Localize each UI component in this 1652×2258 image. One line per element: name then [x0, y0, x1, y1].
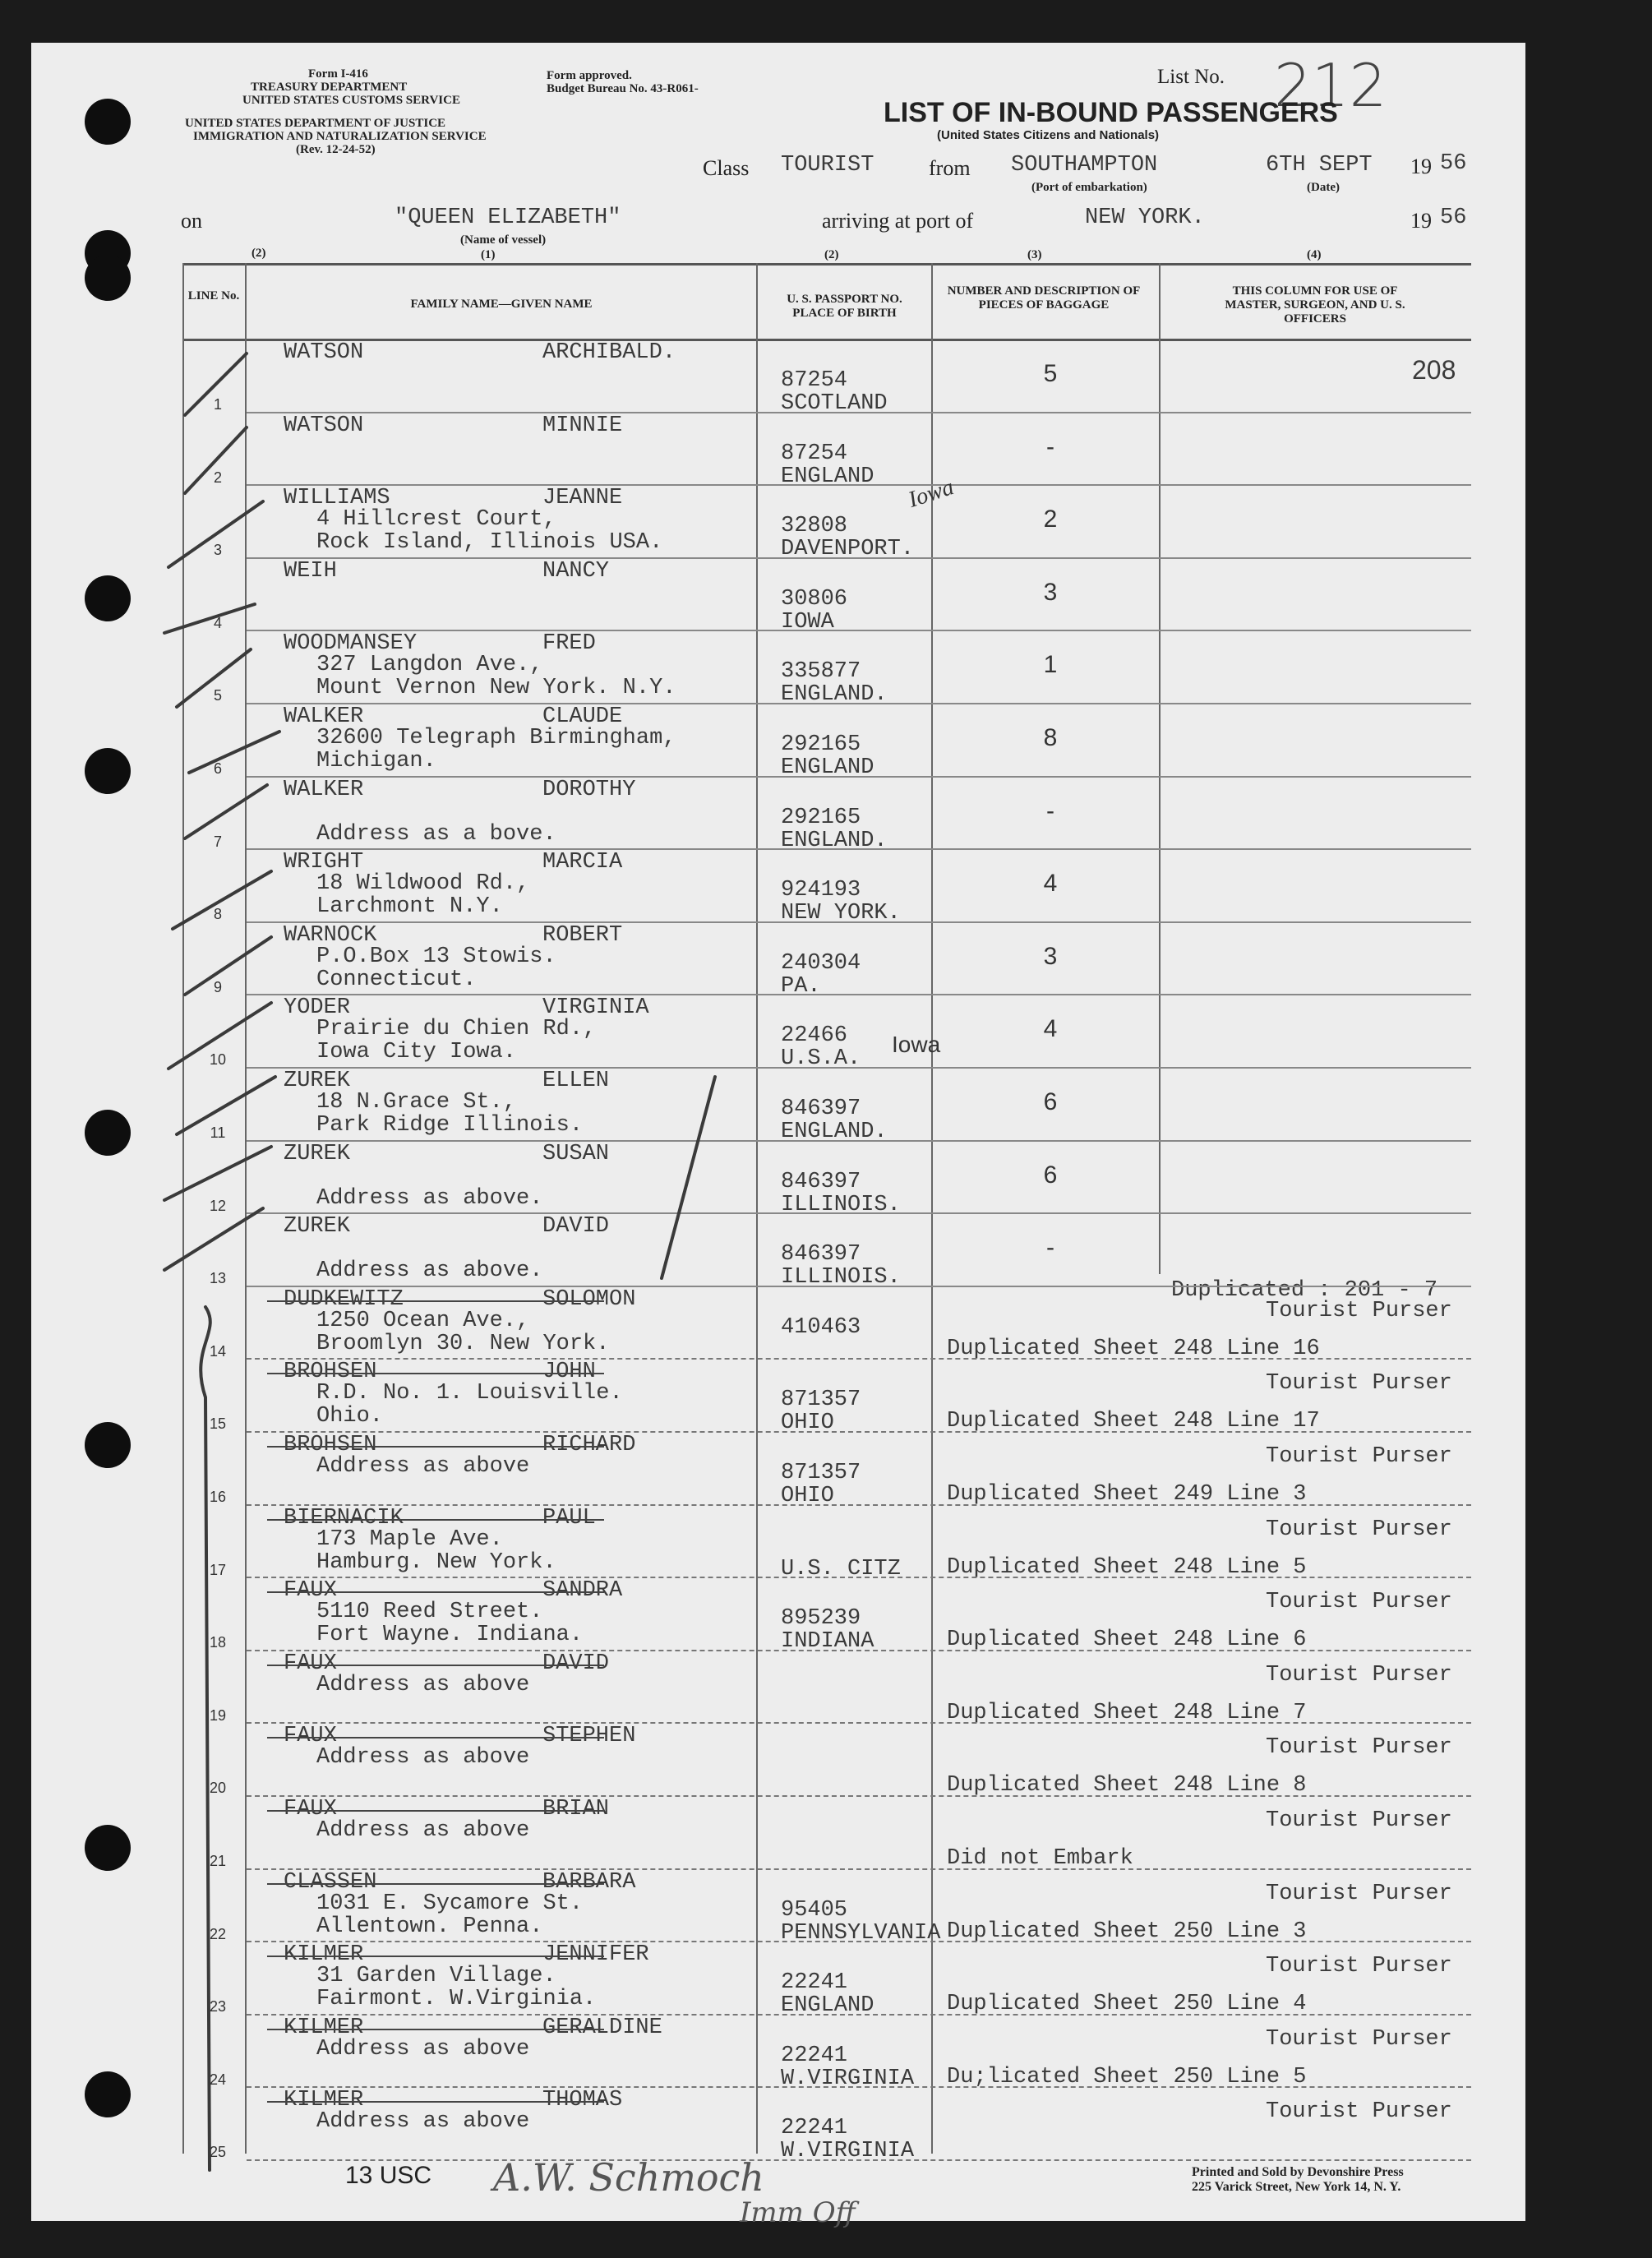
form-approved: Form approved. [547, 69, 632, 82]
row-address-2: Iowa City Iowa. [316, 1040, 517, 1065]
row-given-name: NANCY [542, 558, 610, 584]
row-line-number: 9 [213, 978, 222, 995]
row-given-name: ROBERT [542, 922, 623, 948]
row-address-2: Mount Vernon New York. N.Y. [316, 676, 676, 701]
row-family-name: WOODMANSEY [284, 631, 418, 657]
row-address-1: 173 Maple Ave. [316, 1526, 503, 1552]
arrival-port: NEW YORK. [1085, 205, 1205, 230]
row-birthplace: DAVENPORT. [781, 537, 915, 562]
row-birthplace: OHIO [781, 1484, 834, 1508]
row-note-2: Tourist Purser [1266, 1298, 1452, 1323]
row-line-number: 16 [209, 1489, 227, 1505]
handwritten-iowa: Iowa [905, 474, 958, 513]
row-note-1: Duplicated Sheet 248 Line 7 [947, 1700, 1307, 1725]
row-note-2: 208 [1412, 355, 1456, 385]
row-line-number: 14 [209, 1342, 227, 1360]
page-subtitle: (United States Citizens and Nationals) [937, 128, 1160, 142]
from-label: from [929, 156, 971, 180]
row-passport: 924193 [781, 878, 861, 903]
row-birthplace: ENGLAND [781, 1993, 874, 2019]
row-note-2: Tourist Purser [1266, 1881, 1452, 1906]
row-given-name: FRED [542, 631, 596, 657]
row-note-1: Duplicated Sheet 248 Line 17 [947, 1409, 1320, 1434]
port-embarkation: SOUTHAMPTON [1011, 153, 1158, 178]
row-note-2: Duplicated : 201 - 7 [1171, 1278, 1438, 1304]
list-number: 212 [1274, 51, 1387, 120]
row-passport: 30806 [781, 586, 848, 612]
row-address-1: Address as above [316, 1818, 530, 1843]
row-given-name: DAVID [542, 1214, 610, 1240]
row-address-2: Fairmont. W.Virginia. [316, 1987, 597, 2012]
col-num-4: (4) [1307, 248, 1322, 261]
inspector-signature: A.W. Schmoch [493, 2155, 764, 2200]
row-passport: 871357 [781, 1461, 861, 1485]
row-line-number: 20 [209, 1780, 227, 1797]
justice-dept: UNITED STATES DEPARTMENT OF JUSTICE [185, 117, 446, 130]
row-address-2: Larchmont N.Y. [316, 894, 503, 920]
row-birthplace: ENGLAND. [781, 828, 888, 853]
row-note-2: Tourist Purser [1266, 2099, 1452, 2125]
list-no-label: List No. [1157, 66, 1225, 88]
row-note-1: Duplicated Sheet 249 Line 3 [947, 1482, 1307, 1507]
row-address-1: 18 Wildwood Rd., [316, 871, 530, 897]
class-label: Class [703, 156, 750, 180]
row-family-name: WRIGHT [284, 850, 364, 875]
printer-line-2: 225 Varick Street, New York 14, N. Y. [1192, 2180, 1401, 2194]
row-address-1: 5110 Reed Street. [316, 1600, 543, 1625]
row-baggage: 4 [1043, 1015, 1058, 1043]
row-note-2: Tourist Purser [1266, 1808, 1452, 1833]
row-line-number: 23 [209, 1998, 227, 2016]
row-address-1: Prairie du Chien Rd., [316, 1017, 597, 1042]
inspector-title: Imm Off [740, 2196, 856, 2229]
row-given-name: RICHARD [542, 1433, 636, 1457]
row-birthplace: OHIO [781, 1411, 834, 1436]
row-note-2: Tourist Purser [1266, 1590, 1452, 1615]
row-address-2: Ohio. [316, 1404, 384, 1429]
row-address-1: Address as above [316, 1745, 530, 1771]
revision: (Rev. 12-24-52) [296, 143, 376, 156]
row-line-number: 22 [209, 1925, 227, 1942]
row-given-name: SUSAN [542, 1141, 610, 1166]
row-address-2: Park Ridge Illinois. [316, 1113, 584, 1138]
row-birthplace: PENNSYLVANIA [781, 1920, 941, 1946]
row-family-name: BROHSEN [284, 1433, 377, 1457]
row-line-number: 5 [213, 687, 222, 704]
row-passport: 32808 [781, 514, 848, 539]
row-baggage: - [1046, 797, 1054, 824]
row-address-1: 4 Hillcrest Court, [316, 507, 556, 533]
sailing-date: 6TH SEPT [1266, 153, 1373, 178]
row-address-2: Address as a bove. [316, 821, 556, 847]
row-line-number: 15 [209, 1415, 227, 1433]
row-passport: 87254 [781, 441, 848, 466]
row-family-name: KILMER [284, 2015, 364, 2040]
col-num-3: (3) [1027, 248, 1042, 261]
row-passport: 22241 [781, 2116, 848, 2141]
row-given-name: THOMAS [542, 2088, 623, 2113]
row-note-1: Du;licated Sheet 250 Line 5 [947, 2064, 1307, 2089]
on-label: on [181, 209, 202, 233]
row-address-1: Address as above [316, 1672, 530, 1697]
footer-usc: 13 USC [345, 2162, 432, 2189]
row-address-1: R.D. No. 1. Louisville. [316, 1381, 623, 1406]
row-address-2: Connecticut. [316, 967, 477, 992]
row-family-name: KILMER [284, 2088, 364, 2113]
row-address-2: Allentown. Penna. [316, 1914, 543, 1939]
printer-line-1: Printed and Sold by Devonshire Press [1192, 2165, 1404, 2179]
row-line-number: 10 [209, 1051, 227, 1069]
row-birthplace: IOWA [781, 609, 834, 635]
row-passport: 22466 [781, 1023, 848, 1049]
row-note-2: Tourist Purser [1266, 2026, 1452, 2052]
arriving-label: arriving at port of [822, 209, 974, 233]
col-num-2: (2) [251, 247, 266, 260]
row-line-number: 13 [209, 1270, 227, 1287]
row-line-number: 7 [213, 833, 222, 850]
row-family-name: ZUREK [284, 1214, 351, 1240]
row-note-1: Duplicated Sheet 248 Line 5 [947, 1554, 1307, 1580]
row-family-name: FAUX [284, 1724, 337, 1749]
row-family-name: ZUREK [284, 1141, 351, 1166]
row-line-number: 4 [213, 614, 222, 631]
row-given-name: JEANNE [542, 486, 623, 511]
year2-prefix: 19 [1410, 209, 1432, 233]
page-title: LIST OF IN-BOUND PASSENGERS [884, 97, 1338, 128]
row-address-1: Address as above [316, 1454, 530, 1479]
row-line-number: 24 [209, 2071, 227, 2088]
row-given-name: PAUL [542, 1505, 596, 1531]
row-address-2: Address as above. [316, 1258, 543, 1284]
row-address-2: Hamburg. New York. [316, 1549, 556, 1575]
treasury-dept: TREASURY DEPARTMENT [251, 81, 408, 94]
row-line-number: 2 [213, 469, 222, 486]
row-birthplace: W.VIRGINIA [781, 2066, 915, 2091]
row-family-name: WALKER [284, 704, 364, 729]
handwritten-iowa-line10: Iowa [892, 1032, 941, 1057]
vessel-name: "QUEEN ELIZABETH" [395, 205, 621, 230]
row-given-name: DAVID [542, 1651, 610, 1676]
row-family-name: WATSON [284, 340, 364, 365]
row-passport: 895239 [781, 1606, 861, 1632]
row-birthplace: U.S. CITZ [781, 1556, 901, 1582]
row-passport: 335877 [781, 659, 861, 685]
row-birthplace: ENGLAND [781, 755, 874, 780]
row-note-2: Tourist Purser [1266, 1662, 1452, 1688]
row-passport: 22241 [781, 2043, 848, 2068]
class-value: TOURIST [781, 153, 874, 178]
col-num-2b: (2) [824, 248, 839, 261]
row-baggage: 5 [1043, 360, 1058, 387]
row-note-1: Duplicated Sheet 250 Line 4 [947, 1992, 1307, 2017]
row-baggage: - [1046, 1234, 1054, 1262]
row-family-name: WILLIAMS [284, 486, 390, 511]
row-family-name: ZUREK [284, 1069, 351, 1093]
customs-service: UNITED STATES CUSTOMS SERVICE [242, 94, 460, 107]
year-prefix: 19 [1410, 155, 1432, 178]
row-passport: 292165 [781, 805, 861, 830]
row-family-name: BIERNACIK [284, 1505, 404, 1531]
row-baggage: 3 [1043, 578, 1058, 606]
row-note-1: Duplicated Sheet 250 Line 3 [947, 1919, 1307, 1944]
row-family-name: DUDKEWITZ [284, 1286, 404, 1312]
row-address-1: 31 Garden Village. [316, 1964, 556, 1989]
row-baggage: 4 [1043, 870, 1058, 898]
row-passport: 240304 [781, 950, 861, 976]
row-birthplace: SCOTLAND [781, 391, 888, 416]
row-family-name: FAUX [284, 1651, 337, 1676]
row-passport: 292165 [781, 732, 861, 757]
row-family-name: KILMER [284, 1942, 364, 1968]
row-passport: 871357 [781, 1388, 861, 1413]
row-address-2: Broomlyn 30. New York. [316, 1331, 610, 1356]
row-given-name: ELLEN [542, 1069, 610, 1093]
row-given-name: BARBARA [542, 1869, 636, 1895]
row-family-name: CLASSEN [284, 1869, 377, 1895]
row-note-2: Tourist Purser [1266, 1444, 1452, 1469]
row-passport: 410463 [781, 1314, 861, 1340]
row-address-2: Michigan. [316, 749, 436, 773]
row-birthplace: NEW YORK. [781, 901, 901, 926]
row-birthplace: ILLINOIS. [781, 1192, 901, 1217]
row-line-number: 21 [209, 1853, 227, 1869]
row-note-1: Duplicated Sheet 248 Line 6 [947, 1628, 1307, 1653]
row-family-name: WATSON [284, 413, 364, 438]
row-birthplace: W.VIRGINIA [781, 2139, 915, 2164]
row-family-name: WARNOCK [284, 922, 377, 948]
row-birthplace: ILLINOIS. [781, 1265, 901, 1291]
row-note-1: Duplicated Sheet 248 Line 16 [947, 1336, 1320, 1361]
row-address-1: 18 N.Grace St., [316, 1090, 517, 1115]
row-note-2: Tourist Purser [1266, 1735, 1452, 1761]
row-baggage: 8 [1043, 724, 1058, 751]
row-family-name: BROHSEN [284, 1360, 377, 1385]
col-header-name: FAMILY NAME—GIVEN NAME [410, 298, 593, 311]
row-given-name: SOLOMON [542, 1286, 636, 1312]
row-passport: 95405 [781, 1897, 848, 1923]
row-birthplace: ENGLAND. [781, 1120, 888, 1144]
row-address-1: 1250 Ocean Ave., [316, 1308, 530, 1333]
row-note-2: Tourist Purser [1266, 1517, 1452, 1542]
row-passport: 87254 [781, 368, 848, 393]
row-line-number: 6 [213, 760, 222, 777]
row-baggage: 6 [1043, 1088, 1058, 1115]
col-header-line: LINE No. [187, 289, 240, 302]
row-address-1: Address as above [316, 2036, 530, 2062]
row-given-name: SANDRA [542, 1578, 623, 1604]
year-suffix: 56 [1440, 151, 1467, 176]
row-given-name: JENNIFER [542, 1942, 649, 1968]
row-line-number: 3 [213, 542, 222, 559]
port-caption: (Port of embarkation) [1031, 181, 1147, 194]
row-line-number: 12 [209, 1197, 227, 1214]
year2-suffix: 56 [1440, 205, 1467, 230]
date-caption: (Date) [1307, 181, 1340, 194]
row-note-1: Did not Embark [947, 1846, 1133, 1871]
row-family-name: WEIH [284, 558, 337, 584]
row-line-number: 25 [209, 2144, 227, 2161]
col-header-baggage: NUMBER AND DESCRIPTION OF PIECES OF BAGGAGE [947, 284, 1141, 312]
row-baggage: - [1046, 432, 1054, 460]
row-given-name: ARCHIBALD. [542, 340, 676, 365]
row-given-name: BRIAN [542, 1797, 610, 1822]
row-family-name: YODER [284, 995, 351, 1021]
row-given-name: VIRGINIA [542, 995, 649, 1021]
row-address-1: P.O.Box 13 Stowis. [316, 944, 556, 969]
row-address-1: 1031 E. Sycamore St. [316, 1891, 584, 1916]
form-number: Form I-416 [308, 67, 368, 81]
col-header-passport: U. S. PASSPORT NO. PLACE OF BIRTH [787, 293, 902, 320]
row-birthplace: ENGLAND. [781, 682, 888, 708]
row-note-1: Duplicated Sheet 248 Line 8 [947, 1773, 1307, 1799]
row-birthplace: ENGLAND [781, 464, 874, 489]
row-given-name: CLAUDE [542, 704, 623, 729]
budget-bureau: Budget Bureau No. 43-R061- [547, 82, 699, 95]
row-address-2: Fort Wayne. Indiana. [316, 1623, 584, 1648]
row-line-number: 18 [209, 1634, 227, 1651]
row-passport: 846397 [781, 1097, 861, 1121]
row-given-name: JOHN [542, 1360, 596, 1385]
row-line-number: 1 [213, 396, 222, 413]
row-given-name: GERALDINE [542, 2015, 662, 2040]
row-line-number: 11 [210, 1124, 226, 1141]
row-passport: 22241 [781, 1970, 848, 1996]
row-address-1: 327 Langdon Ave., [316, 653, 543, 678]
row-baggage: 2 [1043, 506, 1058, 533]
row-note-2: Tourist Purser [1266, 1954, 1452, 1979]
row-birthplace: INDIANA [781, 1629, 874, 1655]
row-note-2: Tourist Purser [1266, 1371, 1452, 1397]
row-family-name: FAUX [284, 1797, 337, 1822]
col1-number: (1) [481, 248, 496, 261]
row-address-2: Rock Island, Illinois USA. [316, 530, 663, 556]
row-given-name: MARCIA [542, 850, 623, 875]
row-family-name: WALKER [284, 777, 364, 802]
row-address-1: Address as above [316, 2109, 530, 2135]
row-baggage: 1 [1043, 651, 1058, 679]
ins-service: IMMIGRATION AND NATURALIZATION SERVICE [193, 130, 487, 143]
row-given-name: STEPHEN [542, 1724, 636, 1749]
row-address-2: Address as above. [316, 1185, 543, 1211]
row-address-1: 32600 Telegraph Birmingham, [316, 726, 676, 750]
row-birthplace: PA. [781, 973, 821, 999]
row-line-number: 19 [209, 1706, 227, 1724]
col-header-officers: THIS COLUMN FOR USE OF MASTER, SURGEON, AND U. S. OFFICERS [1225, 284, 1405, 326]
row-birthplace: U.S.A. [781, 1046, 861, 1072]
row-passport: 846397 [781, 1169, 861, 1194]
row-family-name: FAUX [284, 1578, 337, 1604]
vessel-caption: (Name of vessel) [460, 233, 547, 247]
row-baggage: 3 [1043, 942, 1058, 970]
row-line-number: 8 [213, 906, 222, 923]
row-given-name: MINNIE [542, 413, 623, 438]
row-baggage: 6 [1043, 1161, 1058, 1189]
row-given-name: DOROTHY [542, 777, 636, 802]
row-passport: 846397 [781, 1242, 861, 1268]
row-line-number: 17 [209, 1561, 227, 1578]
